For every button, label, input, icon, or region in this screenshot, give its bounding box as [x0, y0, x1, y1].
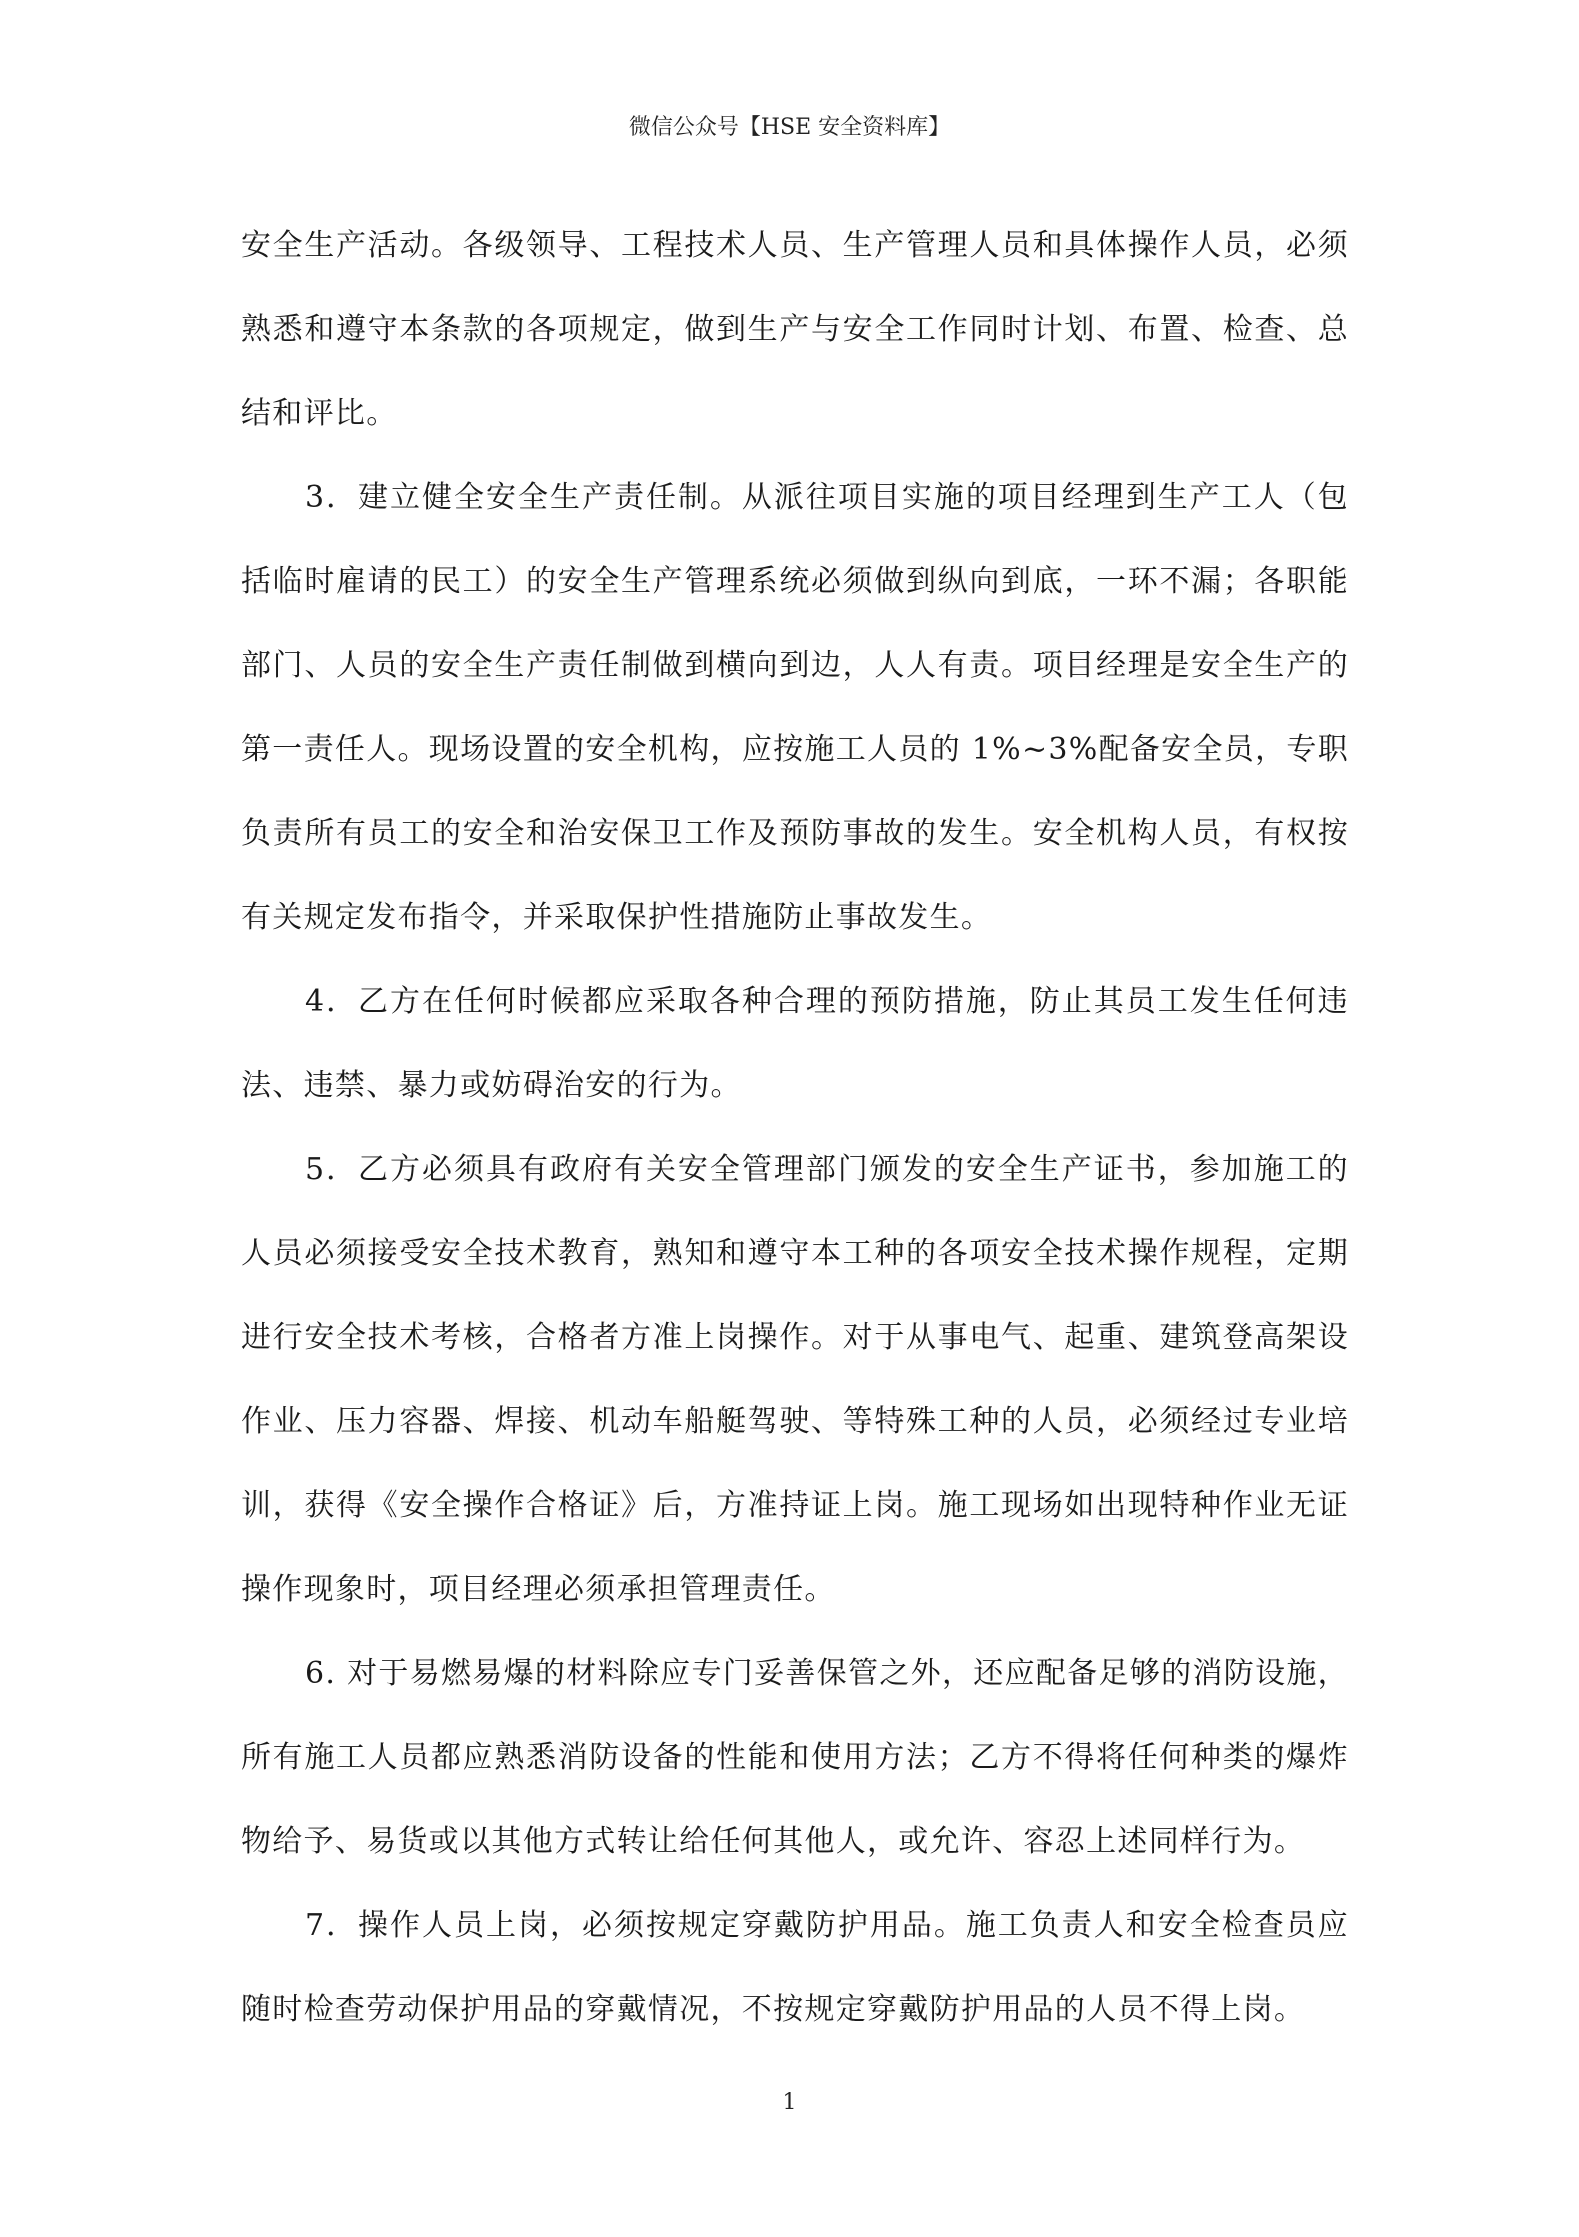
paragraph-continuation: 安全生产活动。各级领导、工程技术人员、生产管理人员和具体操作人员，必须熟悉和遵守本条款的各项规定，做到生产与安全工作同时计划、布置、检查、总结和评比。	[241, 228, 1349, 431]
page-header: 微信公众号【HSE 安全资料库】	[628, 115, 951, 140]
paragraph-item-7: 7．操作人员上岗，必须按规定穿戴防护用品。施工负责人和安全检查员应随时检查劳动保护用品的穿戴情况，不按规定穿戴防护用品的人员不得上岗。	[241, 1908, 1349, 2027]
paragraph-item-5: 5．乙方必须具有政府有关安全管理部门颁发的安全生产证书，参加施工的人员必须接受安全技术教育，熟知和遵守本工种的各项安全技术操作规程，定期进行安全技术考核，合格者方准上岗操作。对于从事电气、起重、建筑登高架设作业、压力容器、焊接、机动车船艇驾驶、等特殊工种的人员，必须经过专业培训，获得《安全操作合格证》后，方准持证上岗。施工现场如出现特种作业无证操作现象时，项目经理必须承担管理责任。	[241, 1152, 1349, 1607]
document-body	[241, 204, 1349, 2052]
paragraph-item-6: 6. 对于易燃易爆的材料除应专门妥善保管之外，还应配备足够的消防设施，所有施工人员都应熟悉消防设备的性能和使用方法；乙方不得将任何种类的爆炸物给予、易货或以其他方式转让给任何其他人，或允许、容忍上述同样行为。	[241, 1656, 1349, 1859]
paragraph-item-3: 3．建立健全安全生产责任制。从派往项目实施的项目经理到生产工人（包括临时雇请的民工）的安全生产管理系统必须做到纵向到底，一环不漏；各职能部门、人员的安全生产责任制做到横向到边，人人有责。项目经理是安全生产的第一责任人。现场设置的安全机构，应按施工人员的 1%~3%配备安全员，专职负责所有员工的安全和治安保卫工作及预防事故的发生。安全机构人员，有权按有关规定发布指令，并采取保护性措施防止事故发生。	[241, 480, 1349, 935]
paragraph-item-4: 4．乙方在任何时候都应采取各种合理的预防措施，防止其员工发生任何违法、违禁、暴力或妨碍治安的行为。	[241, 984, 1349, 1103]
page-number: 1	[782, 2090, 797, 2115]
